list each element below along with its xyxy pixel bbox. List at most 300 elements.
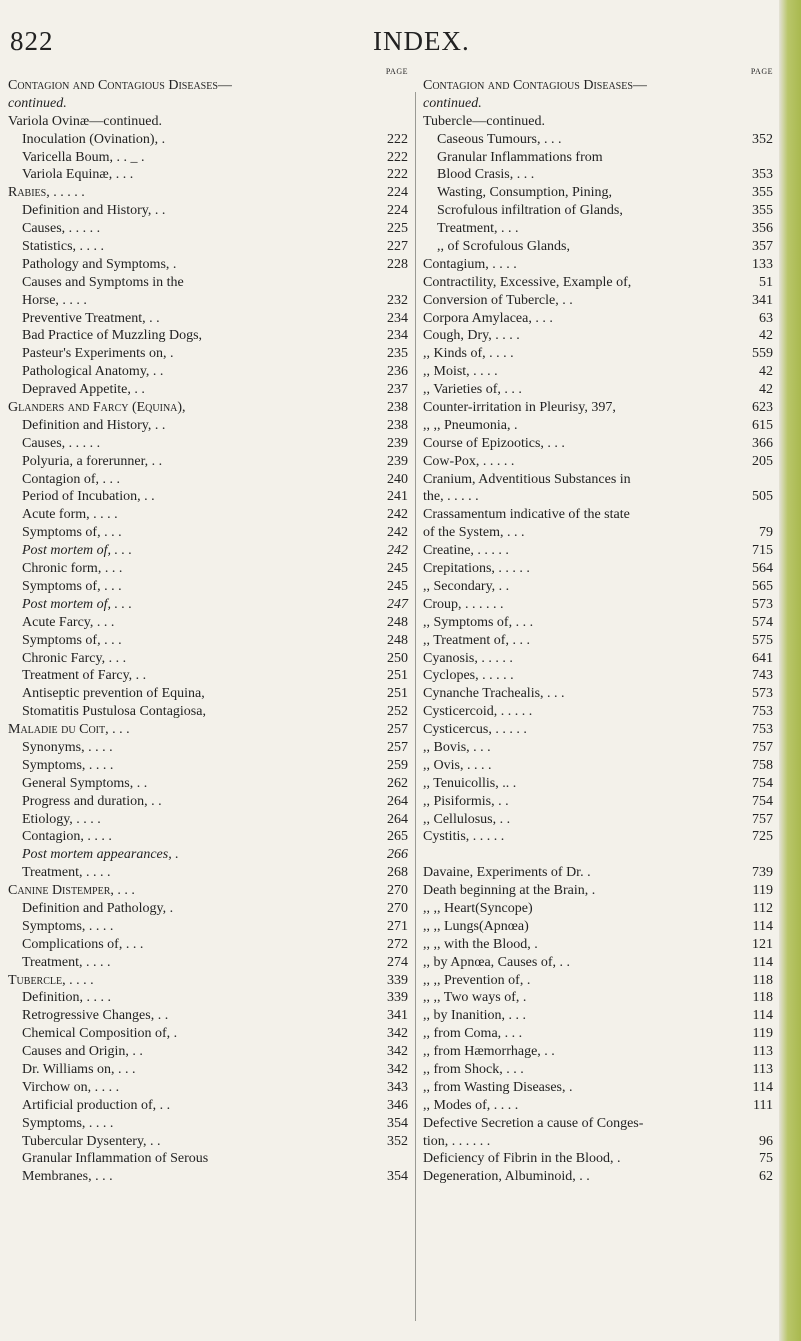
entry-text: Degeneration, Albuminoid, . . [423, 1169, 590, 1185]
entry-text: Treatment, . . . . [22, 865, 111, 881]
entry-page: 42 [759, 328, 773, 344]
entry-text: ,, Kinds of, . . . . [423, 346, 514, 362]
entry-text: Corpora Amylacea, . . . [423, 310, 553, 326]
entry-text: Post mortem appearances, . [22, 847, 179, 863]
entry-page: 265 [387, 829, 408, 845]
entry-text: ,, ,, Two ways of, . [423, 990, 527, 1006]
index-entry [423, 256, 773, 274]
entry-text: Cyanosis, . . . . . [423, 650, 513, 666]
entry-page: 758 [752, 757, 773, 773]
entry-page: 574 [752, 614, 773, 630]
index-entry [8, 220, 408, 238]
entry-text: ,, Tenuicollis, .. . [423, 775, 517, 791]
column-divider [415, 92, 416, 1321]
entry-text: Retrogressive Changes, . . [22, 1008, 169, 1024]
entry-page: 355 [752, 203, 773, 219]
entry-text: Post mortem of, . . . [22, 543, 133, 559]
entry-page: 575 [752, 632, 773, 648]
entry-page: 62 [759, 1169, 773, 1185]
index-entry [423, 846, 773, 864]
index-entry [423, 1133, 773, 1151]
entry-page: 268 [387, 865, 408, 881]
entry-page: 757 [752, 811, 773, 827]
entry-text: Symptoms, . . . . [22, 918, 114, 934]
entry-text: Stomatitis Pustulosa Contagiosa, [22, 704, 206, 720]
index-entry [8, 846, 408, 864]
entry-page: 239 [387, 453, 408, 469]
entry-page: 264 [387, 811, 408, 827]
entry-text: Complications of, . . . [22, 936, 144, 952]
index-entry [423, 882, 773, 900]
entry-page: 224 [387, 185, 408, 201]
index-entry [423, 721, 773, 739]
entry-text: ,, by Inanition, . . . [423, 1008, 527, 1024]
entry-page: 342 [387, 1026, 408, 1042]
index-entry [8, 77, 408, 95]
entry-page: 615 [752, 417, 773, 433]
index-entry [8, 238, 408, 256]
index-entry [423, 506, 773, 524]
index-entry [423, 954, 773, 972]
entry-text: Acute form, . . . . [22, 507, 118, 523]
index-entry [423, 1061, 773, 1079]
index-entry [8, 864, 408, 882]
entry-text: Wasting, Consumption, Pining, [437, 185, 613, 201]
index-entry [8, 202, 408, 220]
entry-text: Bad Practice of Muzzling Dogs, [22, 328, 203, 344]
entry-text: Chronic Farcy, . . . [22, 650, 127, 666]
entry-page: 245 [387, 561, 408, 577]
entry-text: Contagium, . . . . [423, 256, 517, 272]
index-entry [8, 399, 408, 417]
entry-page: 264 [387, 793, 408, 809]
entry-text: ,, Modes of, . . . . [423, 1097, 519, 1113]
running-head: INDEX. [373, 26, 470, 56]
entry-text: Variola Equinæ, . . . [22, 167, 134, 183]
entry-text: ,, Bovis, . . . [423, 739, 491, 755]
index-entry [423, 220, 773, 238]
index-entry [8, 757, 408, 775]
entry-page: 113 [752, 1061, 773, 1077]
entry-page: 224 [387, 203, 408, 219]
entry-text: Preventive Treatment, . . [22, 310, 160, 326]
index-entry [8, 811, 408, 829]
entry-text: ,, by Apnœa, Causes of, . . [423, 954, 570, 970]
entry-page: 353 [752, 167, 773, 183]
index-entry [8, 327, 408, 345]
entry-text: Treatment, . . . . [22, 954, 111, 970]
entry-text: Cysticercus, . . . . . [423, 722, 527, 738]
index-entry [423, 417, 773, 435]
entry-page: 341 [387, 1008, 408, 1024]
entry-page: 133 [752, 256, 773, 272]
index-entry [8, 936, 408, 954]
entry-text: Tubercle, . . . . [8, 972, 94, 988]
entry-text: Cysticercoid, . . . . . [423, 704, 533, 720]
entry-text: Blood Crasis, . . . [437, 167, 535, 183]
entry-page: 245 [387, 578, 408, 594]
entry-text: Creatine, . . . . . [423, 543, 509, 559]
entry-page: 236 [387, 364, 408, 380]
index-entry [8, 954, 408, 972]
index-entry [423, 184, 773, 202]
index-entry [423, 578, 773, 596]
entry-text: Horse, . . . . [22, 292, 87, 308]
page-column-label: PAGE [750, 67, 773, 76]
entry-text: Symptoms of, . . . [22, 632, 122, 648]
entry-text: Polyuria, a forerunner, . . [22, 453, 163, 469]
entry-text: ,, Pisiformis, . . [423, 793, 509, 809]
index-entry [8, 292, 408, 310]
index-entry [423, 936, 773, 954]
index-entry [8, 703, 408, 721]
entry-text: Cough, Dry, . . . . [423, 328, 520, 344]
entry-text: ,, from Shock, . . . [423, 1061, 524, 1077]
index-entry [8, 775, 408, 793]
entry-text: ,, Varieties of, . . . [423, 382, 522, 398]
index-entry [8, 739, 408, 757]
entry-page: 271 [387, 918, 408, 934]
entry-page: 119 [752, 883, 773, 899]
index-entry [8, 488, 408, 506]
entry-page: 342 [387, 1061, 408, 1077]
entry-page: 354 [387, 1169, 408, 1185]
entry-text: Cow-Pox, . . . . . [423, 453, 515, 469]
entry-page: 222 [387, 131, 408, 147]
entry-page: 251 [387, 686, 408, 702]
entry-page: 112 [752, 900, 773, 916]
entry-page: 354 [387, 1115, 408, 1131]
entry-text: ,, ,, Heart(Syncope) [423, 900, 533, 916]
index-entry [8, 1097, 408, 1115]
index-entry [8, 972, 408, 990]
entry-page: 270 [387, 883, 408, 899]
index-entry [8, 113, 408, 131]
entry-page: 339 [387, 972, 408, 988]
entry-page: 42 [759, 382, 773, 398]
entry-page: 274 [387, 954, 408, 970]
entry-page: 118 [752, 990, 773, 1006]
entry-page: 242 [387, 543, 408, 559]
index-entry [423, 488, 773, 506]
entry-text: Course of Epizootics, . . . [423, 435, 565, 451]
index-entry [423, 524, 773, 542]
index-entry [8, 471, 408, 489]
index-entry [423, 667, 773, 685]
entry-text: Causes, . . . . . [22, 435, 101, 451]
entry-text: ,, from Wasting Diseases, . [423, 1079, 573, 1095]
entry-text: Canine Distemper, . . . [8, 883, 135, 899]
entry-page: 257 [387, 739, 408, 755]
entry-text: Post mortem of, . . . [22, 596, 133, 612]
entry-text: Granular Inflammation of Serous [22, 1151, 209, 1167]
entry-text: Statistics, . . . . [22, 239, 105, 255]
entry-text: ,, from Coma, . . . [423, 1026, 523, 1042]
entry-page: 42 [759, 364, 773, 380]
index-entry [8, 274, 408, 292]
index-entry [423, 685, 773, 703]
entry-page: 205 [752, 453, 773, 469]
index-entry [423, 131, 773, 149]
entry-text: Counter-irritation in Pleurisy, 397, [423, 400, 616, 416]
entry-text: ,, Ovis, . . . . [423, 757, 492, 773]
entry-text: Treatment, . . . [437, 221, 519, 237]
entry-page: 242 [387, 525, 408, 541]
entry-text: Croup, . . . . . . [423, 596, 504, 612]
entry-page: 754 [752, 793, 773, 809]
entry-text: Contractility, Excessive, Example of, [423, 274, 632, 290]
entry-page: 79 [759, 525, 773, 541]
entry-page: 242 [387, 507, 408, 523]
index-entry [423, 327, 773, 345]
entry-page: 352 [752, 131, 773, 147]
index-entry [423, 614, 773, 632]
entry-page: 238 [387, 417, 408, 433]
index-entry [423, 560, 773, 578]
entry-text: Artificial production of, . . [22, 1097, 171, 1113]
index-entry [8, 506, 408, 524]
entry-text: Glanders and Farcy (Equina), [8, 400, 186, 416]
index-entry [8, 1133, 408, 1151]
index-entry [8, 578, 408, 596]
index-entry [423, 149, 773, 167]
index-entry [423, 739, 773, 757]
entry-text: General Symptoms, . . [22, 775, 148, 791]
index-entry [8, 614, 408, 632]
index-entry [8, 560, 408, 578]
entry-text: Progress and duration, . . [22, 793, 162, 809]
index-entry [423, 775, 773, 793]
entry-text: Caseous Tumours, . . . [437, 131, 562, 147]
entry-text: Treatment of Farcy, . . [22, 668, 147, 684]
index-entry [423, 989, 773, 1007]
entry-page: 623 [752, 400, 773, 416]
entry-page: 341 [752, 292, 773, 308]
entry-page: 743 [752, 668, 773, 684]
page-number: 822 [10, 26, 54, 56]
entry-page: 241 [387, 489, 408, 505]
index-entry [423, 757, 773, 775]
entry-text: Rabies, . . . . . [8, 185, 85, 201]
index-entry [8, 900, 408, 918]
index-entry [423, 828, 773, 846]
entry-text: ,, of Scrofulous Glands, [437, 239, 570, 255]
entry-text: Deficiency of Fibrin in the Blood, . [423, 1151, 621, 1167]
entry-text: Maladie du Coit, . . . [8, 722, 130, 738]
entry-page: 270 [387, 900, 408, 916]
index-entry [423, 274, 773, 292]
entry-page: 113 [752, 1044, 773, 1060]
entry-text: Tubercle—continued. [423, 113, 545, 129]
entry-page: 114 [752, 918, 773, 934]
entry-text: Membranes, . . . [22, 1169, 113, 1185]
entry-page: 114 [752, 954, 773, 970]
index-entry [423, 1043, 773, 1061]
entry-text: Cynanche Trachealis, . . . [423, 686, 565, 702]
entry-page: 121 [752, 936, 773, 952]
index-entry [423, 864, 773, 882]
index-entry [423, 1115, 773, 1133]
entry-text: Crassamentum indicative of the state [423, 507, 630, 523]
index-entry [8, 1115, 408, 1133]
entry-text: Variola Ovinæ—continued. [8, 113, 162, 129]
index-entry [8, 310, 408, 328]
entry-page: 119 [752, 1026, 773, 1042]
index-entry [8, 882, 408, 900]
index-entry [8, 918, 408, 936]
entry-page: 257 [387, 722, 408, 738]
entry-page: 505 [752, 489, 773, 505]
index-entry [8, 166, 408, 184]
entry-text: Cyclopes, . . . . . [423, 668, 514, 684]
entry-page: 114 [752, 1079, 773, 1095]
entry-page: 259 [387, 757, 408, 773]
entry-text: ,, ,, Lungs(Apnœa) [423, 918, 529, 934]
index-entry [423, 292, 773, 310]
entry-text: Crepitations, . . . . . [423, 561, 530, 577]
entry-page: 366 [752, 435, 773, 451]
index-entry [423, 596, 773, 614]
entry-text: Contagion and Contagious Diseases— [423, 78, 647, 93]
entry-page: 111 [753, 1097, 773, 1113]
entry-page: 248 [387, 632, 408, 648]
index-column-left [8, 66, 408, 1186]
entry-page: 222 [387, 167, 408, 183]
index-entry [423, 471, 773, 489]
index-entry [8, 1007, 408, 1025]
entry-text: continued. [8, 95, 67, 111]
entry-text: Defective Secretion a cause of Conges- [423, 1115, 644, 1131]
index-entry [8, 1043, 408, 1061]
index-entry [423, 1079, 773, 1097]
index-entry [423, 793, 773, 811]
entry-page: 356 [752, 221, 773, 237]
entry-text: Period of Incubation, . . [22, 489, 155, 505]
entry-text: Contagion of, . . . [22, 471, 120, 487]
entry-text: Virchow on, . . . . [22, 1079, 120, 1095]
index-entry [423, 363, 773, 381]
entry-text: Death beginning at the Brain, . [423, 883, 596, 899]
index-entry [423, 542, 773, 560]
index-entry [423, 95, 773, 113]
entry-text: ,, Treatment of, . . . [423, 632, 530, 648]
entry-text: Depraved Appetite, . . [22, 382, 145, 398]
entry-page: 234 [387, 328, 408, 344]
index-entry [8, 721, 408, 739]
entry-page: 96 [759, 1133, 773, 1149]
index-entry [423, 650, 773, 668]
index-entry [8, 256, 408, 274]
entry-page: 51 [759, 274, 773, 290]
index-entry [423, 918, 773, 936]
index-entry [423, 1168, 773, 1186]
entry-text: ,, Symptoms of, . . . [423, 614, 534, 630]
index-entry [8, 793, 408, 811]
entry-text: Chemical Composition of, . [22, 1026, 178, 1042]
entry-page: 352 [387, 1133, 408, 1149]
entry-page: 573 [752, 596, 773, 612]
entry-text: continued. [423, 95, 482, 111]
entry-text: ,, ,, with the Blood, . [423, 936, 538, 952]
page-column-label: PAGE [385, 67, 408, 76]
index-entry [8, 453, 408, 471]
index-entry [8, 1061, 408, 1079]
entry-text: Granular Inflammations from [437, 149, 603, 165]
entry-page: 222 [387, 149, 408, 165]
page-edge [779, 0, 801, 1341]
index-entry [8, 149, 408, 167]
index-entry [8, 131, 408, 149]
entry-text: tion, . . . . . . [423, 1133, 491, 1149]
entry-page: 266 [387, 847, 408, 863]
entry-page: 357 [752, 239, 773, 255]
index-entry [8, 685, 408, 703]
entry-page: 757 [752, 739, 773, 755]
entry-page: 346 [387, 1097, 408, 1113]
entry-text: Definition, . . . . [22, 990, 112, 1006]
entry-text: Antiseptic prevention of Equina, [22, 686, 205, 702]
index-entry [8, 184, 408, 202]
entry-page: 237 [387, 382, 408, 398]
entry-page: 272 [387, 936, 408, 952]
entry-page: 641 [752, 650, 773, 666]
index-entry [423, 900, 773, 918]
index-entry [8, 381, 408, 399]
entry-page: 739 [752, 865, 773, 881]
index-entry [8, 1168, 408, 1186]
entry-text: ,, Cellulosus, . . [423, 811, 511, 827]
index-entry [423, 77, 773, 95]
entry-text: Conversion of Tubercle, . . [423, 292, 573, 308]
entry-text: Pathological Anatomy, . . [22, 364, 164, 380]
entry-page: 559 [752, 346, 773, 362]
index-entry [423, 453, 773, 471]
entry-page: 232 [387, 292, 408, 308]
index-entry [8, 1025, 408, 1043]
index-entry [423, 1007, 773, 1025]
entry-page: 114 [752, 1008, 773, 1024]
entry-page: 573 [752, 686, 773, 702]
index-entry [423, 1097, 773, 1115]
entry-page: 247 [387, 596, 408, 612]
entry-page: 754 [752, 775, 773, 791]
entry-text: Symptoms, . . . . [22, 757, 114, 773]
entry-page: 355 [752, 185, 773, 201]
index-entry [423, 166, 773, 184]
entry-text: Causes and Symptoms in the [22, 274, 184, 290]
index-column-right [423, 66, 773, 1186]
entry-text: Etiology, . . . . [22, 811, 101, 827]
entry-text: Symptoms, . . . . [22, 1115, 114, 1131]
entry-page: 753 [752, 722, 773, 738]
index-entry [8, 1150, 408, 1168]
index-entry [8, 632, 408, 650]
entry-text: Pasteur's Experiments on, . [22, 346, 174, 362]
index-entry [423, 202, 773, 220]
entry-page: 753 [752, 704, 773, 720]
index-entry [423, 1150, 773, 1168]
index-entry [8, 363, 408, 381]
entry-text: Cystitis, . . . . . [423, 829, 505, 845]
index-entry [8, 542, 408, 560]
entry-text: Acute Farcy, . . . [22, 614, 115, 630]
entry-text: ,, from Hæmorrhage, . . [423, 1044, 555, 1060]
entry-page: 238 [387, 400, 408, 416]
index-entry [8, 417, 408, 435]
entry-text: Varicella Boum, . . _ . [22, 149, 145, 165]
index-entry [8, 650, 408, 668]
entry-page: 715 [752, 543, 773, 559]
